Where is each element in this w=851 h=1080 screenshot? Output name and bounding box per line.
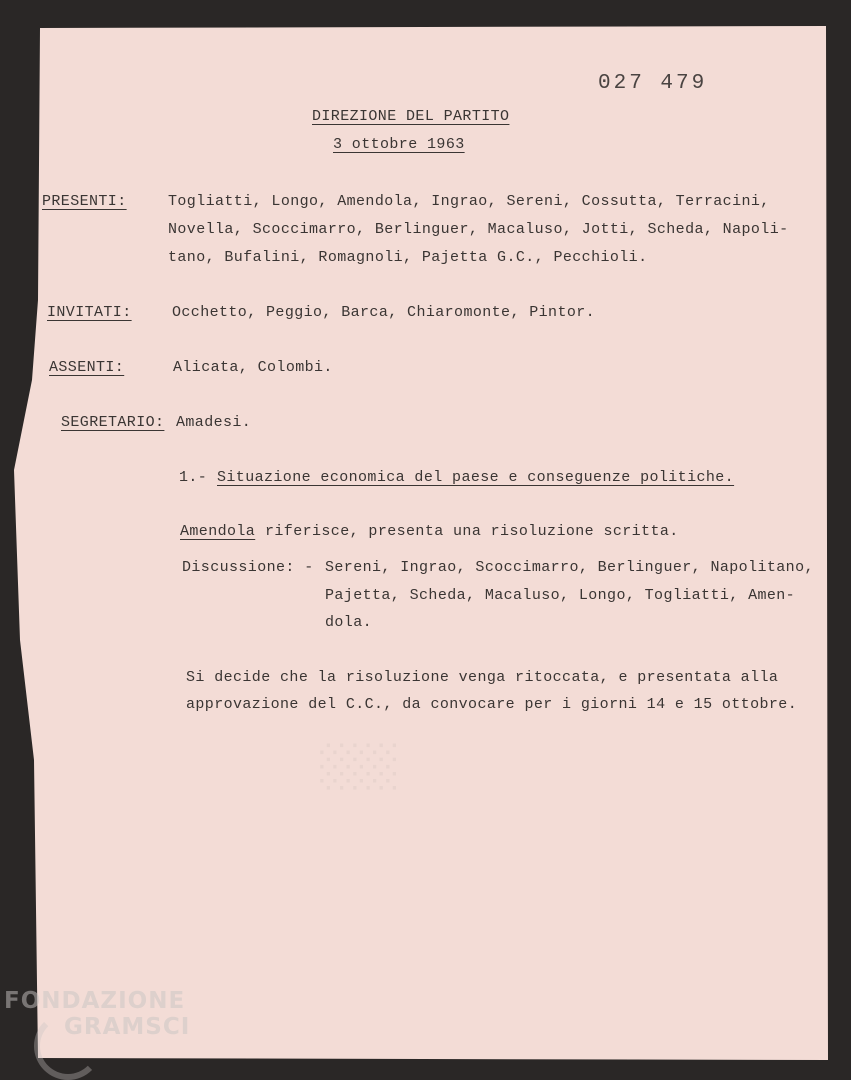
decision-line: Si decide che la risoluzione venga ritoccata, e presentata alla <box>186 669 779 686</box>
watermark-line1: FONDAZIONE <box>4 988 186 1014</box>
reference-number: 027 479 <box>598 72 708 95</box>
presenti-line: tano, Bufalini, Romagnoli, Pajetta G.C., Pecchioli. <box>168 249 648 266</box>
invitati-text: Occhetto, Peggio, Barca, Chiaromonte, Pintor. <box>172 304 596 321</box>
decision-line: approvazione del C.C., da convocare per i giorni 14 e 15 ottobre. <box>186 696 798 713</box>
presenti-line: Novella, Scoccimarro, Berlinguer, Macaluso, Jotti, Scheda, Napoli- <box>168 221 789 238</box>
bleedthrough-text: ░ <box>322 740 399 804</box>
discussione-line: dola. <box>325 614 373 631</box>
watermark-line2: GRAMSCI <box>64 1014 191 1040</box>
report-text: riferisce, presenta una risoluzione scritta. <box>265 523 679 540</box>
assenti-label: ASSENTI: <box>49 359 125 376</box>
presenti-label: PRESENTI: <box>42 193 127 210</box>
segretario-label: SEGRETARIO: <box>61 414 165 431</box>
discussione-line: Sereni, Ingrao, Scoccimarro, Berlinguer, Napolitano, <box>325 559 814 576</box>
agenda-item-number: 1.- <box>179 469 208 486</box>
presenti-line: Togliatti, Longo, Amendola, Ingrao, Sereni, Cossutta, Terracini, <box>168 193 770 210</box>
discussione-label: Discussione: - <box>182 559 314 576</box>
discussione-line: Pajetta, Scheda, Macaluso, Longo, Togliatti, Amen- <box>325 587 796 604</box>
assenti-text: Alicata, Colombi. <box>173 359 333 376</box>
document-title: DIREZIONE DEL PARTITO <box>312 108 510 125</box>
segretario-text: Amadesi. <box>176 414 252 431</box>
document-date: 3 ottobre 1963 <box>333 136 465 153</box>
report-name: Amendola <box>180 523 256 540</box>
invitati-label: INVITATI: <box>47 304 132 321</box>
agenda-item-title: Situazione economica del paese e conseguenze politiche. <box>217 469 735 486</box>
